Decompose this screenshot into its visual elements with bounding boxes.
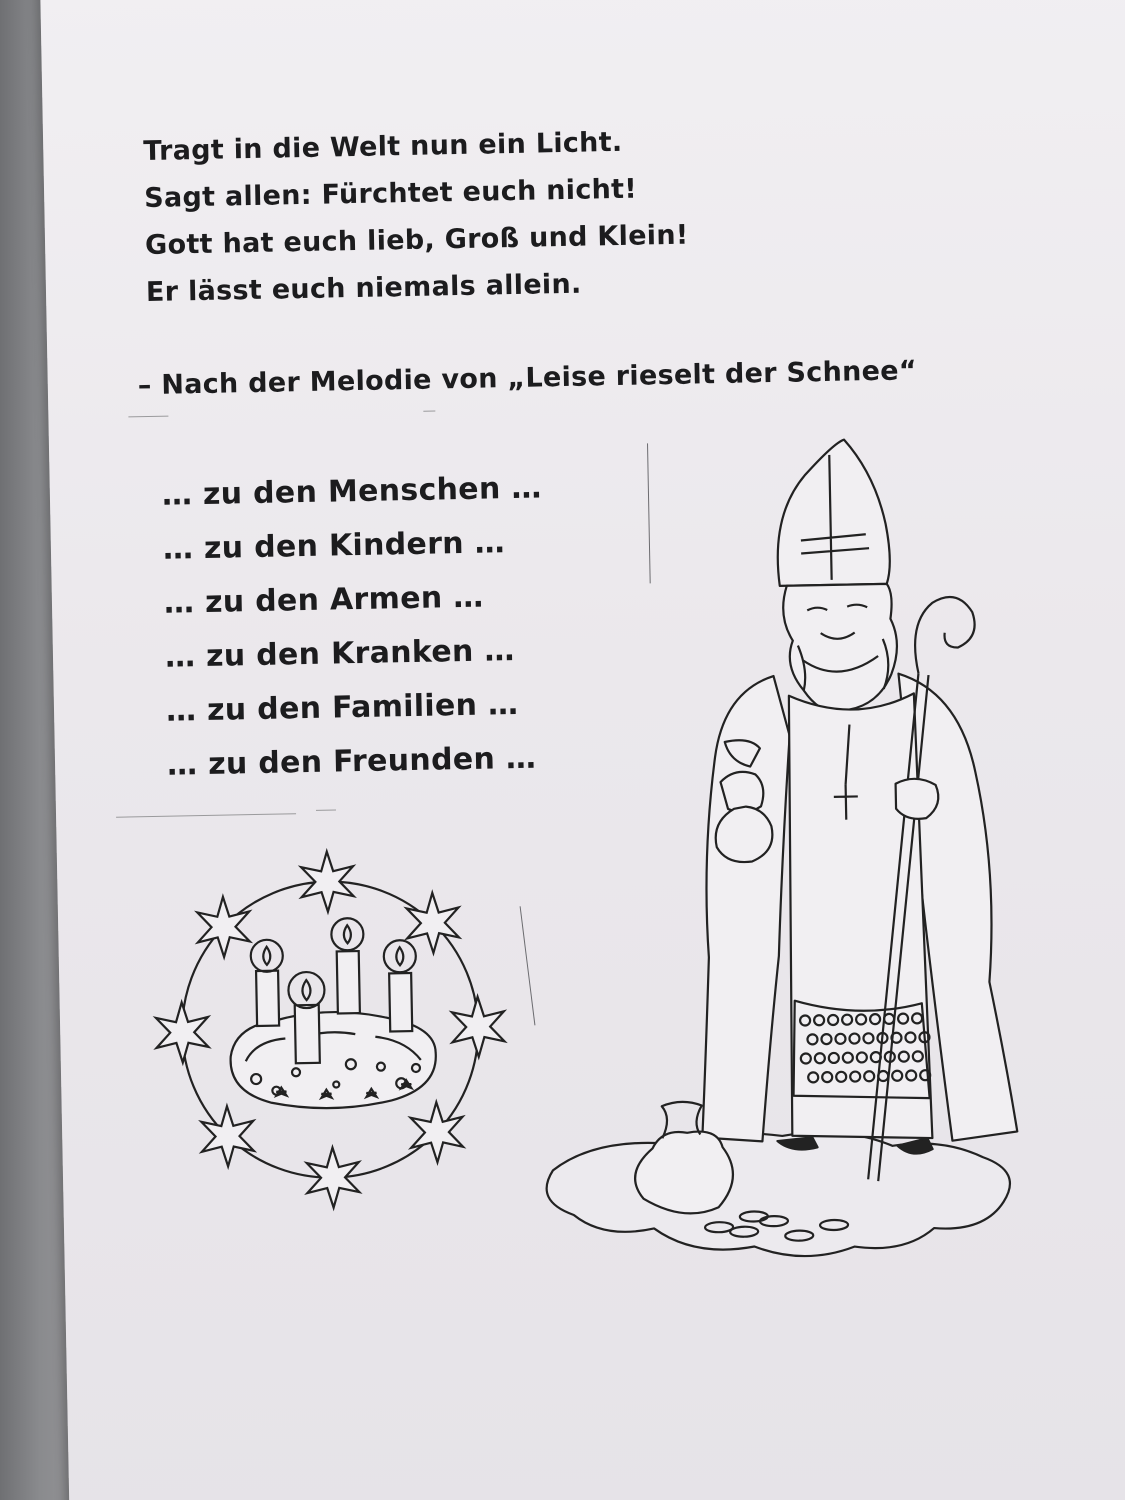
mitre — [775, 439, 890, 586]
candle-2 — [331, 918, 365, 1014]
divider-left — [128, 416, 168, 418]
divider-lower-mark — [316, 809, 336, 810]
phrase-freunden: … zu den Freunden … — [166, 740, 537, 783]
crozier-crook — [914, 597, 975, 674]
star-8 — [197, 896, 250, 957]
ground-cloud — [546, 1128, 1012, 1261]
divider-mark — [423, 410, 435, 411]
paper-sheet — [40, 0, 1125, 1500]
star-4 — [410, 1102, 463, 1163]
phrase-menschen: … zu den Menschen … — [161, 470, 542, 513]
poem-line-1: Tragt in die Welt nun ein Licht. — [143, 126, 623, 168]
phrase-kranken: … zu den Kranken … — [164, 633, 515, 675]
phrase-familien: … zu den Familien … — [165, 686, 519, 729]
melody-note: – Nach der Melodie von „Leise rieselt der Schnee“ — [137, 355, 918, 402]
phrase-kindern: … zu den Kindern … — [162, 525, 506, 567]
divider-lower-left — [116, 813, 296, 817]
poem-line-4: Er lässt euch niemals allein. — [145, 268, 582, 309]
poem-line-2: Sagt allen: Fürchtet euch nicht! — [143, 173, 638, 215]
right-hand — [895, 778, 938, 819]
star-3 — [452, 996, 505, 1057]
saint-nicholas-illustration — [499, 431, 1075, 1302]
star-7 — [156, 1002, 209, 1063]
candle-1 — [250, 940, 284, 1027]
advent-wreath-illustration — [142, 836, 529, 1223]
phrase-armen: … zu den Armen … — [163, 579, 484, 621]
poem-line-3: Gott hat euch lieb, Groß und Klein! — [144, 219, 689, 262]
